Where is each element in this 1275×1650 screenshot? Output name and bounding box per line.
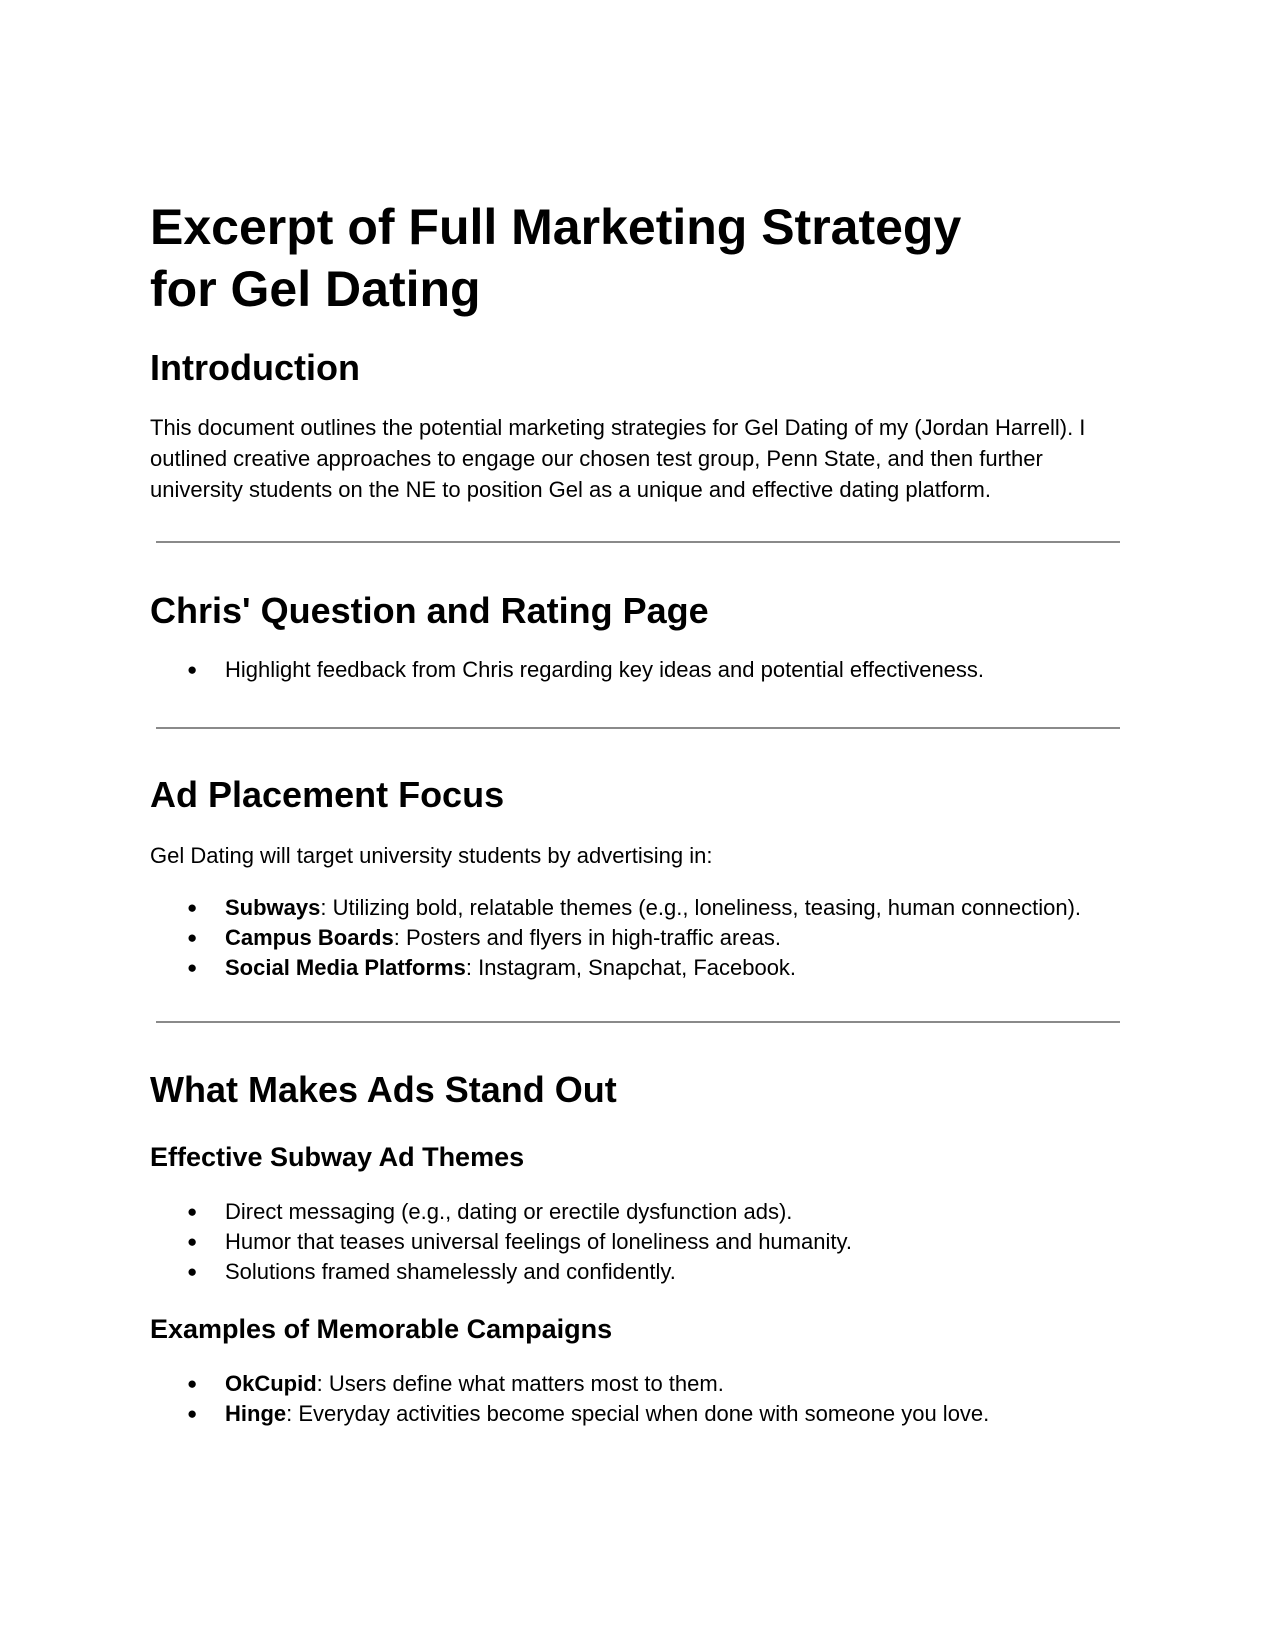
list-item-term: Hinge	[225, 1401, 287, 1426]
list-item	[150, 893, 1150, 923]
stand-out-heading: What Makes Ads Stand Out	[150, 1069, 617, 1110]
section-divider	[156, 1021, 1120, 1023]
list-item-text: : Posters and flyers in high-traffic areas.	[393, 925, 781, 950]
list-item-text: : Instagram, Snapchat, Facebook.	[465, 955, 797, 980]
bullet-icon: ●	[187, 958, 198, 977]
list-item-text: Humor that teases universal feelings of loneliness and humanity.	[225, 1229, 852, 1254]
list-item	[150, 953, 1150, 983]
list-item-term: Subways	[225, 895, 321, 920]
list-item-text: Solutions framed shamelessly and confidently.	[225, 1259, 676, 1284]
list-item-term: Campus Boards	[225, 925, 394, 950]
ad-placement-list	[150, 893, 1150, 983]
document-title-line-1: Excerpt of Full Marketing Strategy	[150, 199, 962, 255]
list-item-term: OkCupid	[225, 1371, 317, 1396]
list-item	[150, 1257, 1150, 1287]
chris-section-list	[150, 655, 1150, 685]
bullet-icon: ●	[187, 1262, 198, 1281]
list-item-text: Highlight feedback from Chris regarding key ideas and potential effectiveness.	[225, 657, 985, 682]
ad-placement-intro: Gel Dating will target university students by advertising in:	[150, 843, 713, 868]
bullet-icon: ●	[187, 1404, 198, 1423]
document-title	[150, 196, 1150, 320]
list-item-text: : Utilizing bold, relatable themes (e.g., loneliness, teasing, human connection).	[320, 895, 1082, 920]
list-item-text: : Everyday activities become special when done with someone you love.	[286, 1401, 990, 1426]
bullet-icon: ●	[187, 1202, 198, 1221]
list-item-text: : Users define what matters most to them.	[316, 1371, 724, 1396]
subway-themes-heading: Effective Subway Ad Themes	[150, 1142, 525, 1172]
bullet-icon: ●	[187, 1374, 198, 1393]
introduction-paragraph: This document outlines the potential marketing strategies for Gel Dating of my (Jordan Harrell). I outlined creative approaches to engage our chosen test group, Penn State, and then further university students on the NE to position Gel as a unique and effective dating platform.	[150, 415, 1086, 502]
list-item	[150, 1227, 1150, 1257]
list-item	[150, 1197, 1150, 1227]
bullet-icon: ●	[187, 928, 198, 947]
section-divider	[156, 727, 1120, 729]
bullet-icon: ●	[187, 660, 198, 679]
list-item-text: Direct messaging (e.g., dating or erectile dysfunction ads).	[225, 1199, 793, 1224]
chris-section-heading: Chris' Question and Rating Page	[150, 590, 709, 631]
introduction-heading: Introduction	[150, 347, 360, 388]
document-title-line-2: for Gel Dating	[150, 261, 481, 317]
campaigns-list	[150, 1369, 1150, 1429]
bullet-icon: ●	[187, 898, 198, 917]
ad-placement-heading: Ad Placement Focus	[150, 774, 505, 815]
list-item	[150, 1369, 1150, 1399]
list-item	[150, 923, 1150, 953]
bullet-icon: ●	[187, 1232, 198, 1251]
campaigns-heading: Examples of Memorable Campaigns	[150, 1314, 613, 1344]
section-divider	[156, 541, 1120, 543]
subway-themes-list	[150, 1197, 1150, 1287]
list-item	[150, 655, 1150, 685]
list-item-term: Social Media Platforms	[225, 955, 466, 980]
list-item	[150, 1399, 1150, 1429]
